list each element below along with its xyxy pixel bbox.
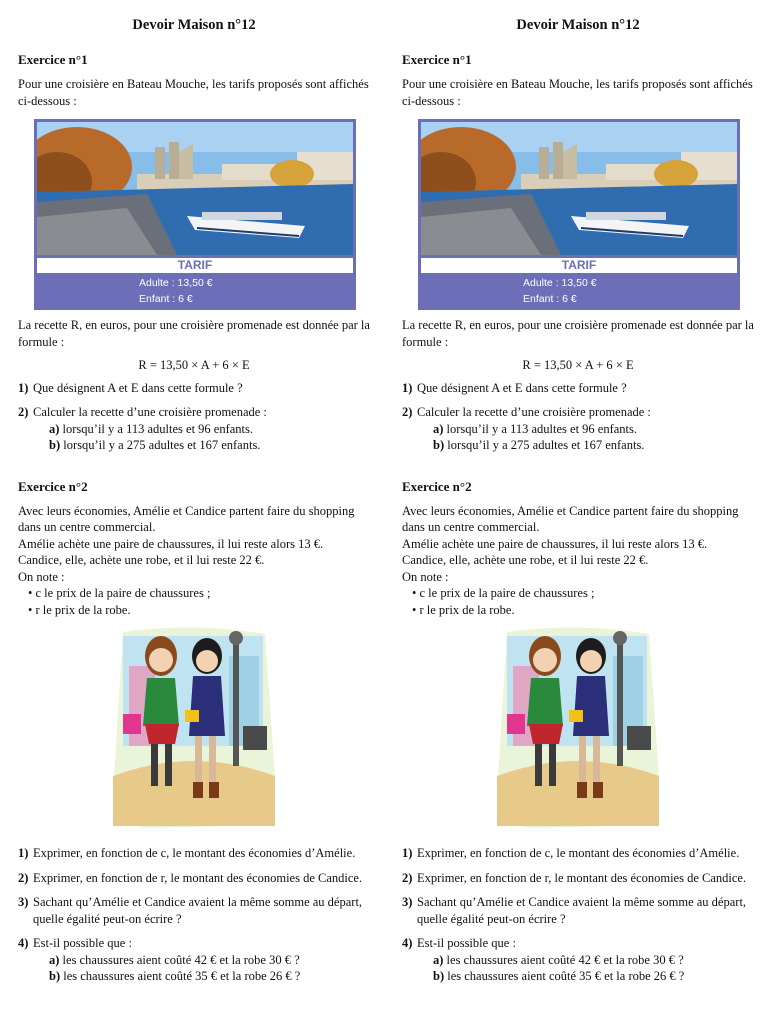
question-text: Que désignent A et E dans cette formule ?	[417, 380, 627, 395]
tarif-child-price: Enfant : 6 €	[139, 293, 193, 306]
question-2b	[417, 437, 754, 454]
question-number: 4)	[18, 936, 29, 951]
bateau-mouche-photo	[37, 122, 353, 255]
shopping-girls-illustration	[493, 626, 663, 831]
tarif-adult-price: Adulte : 13,50 €	[523, 277, 597, 290]
sub-text: les chaussures aient coûté 35 € et la robe 26 € ?	[447, 969, 685, 984]
exercise-2-heading: Exercice n°2	[18, 478, 88, 494]
shopping-girls-illustration	[109, 626, 279, 831]
sub-text: lorsqu’il y a 113 adultes et 96 enfants.	[446, 421, 638, 436]
exercise-2-question-4	[18, 935, 370, 985]
exercise-2-intro-3: Candice, elle, achète une robe, et il lui reste 22 €.	[402, 553, 649, 568]
notation-r: • r le prix de la robe.	[412, 602, 515, 617]
notation-list	[402, 585, 754, 618]
sub-label: b)	[433, 969, 445, 984]
tarif-label: TARIF	[37, 258, 353, 273]
exercise-2-intro-1: Avec leurs économies, Amélie et Candice partent faire du shopping dans un centre commercial.	[402, 503, 739, 535]
question-number: 3)	[18, 895, 29, 910]
recipe-formula: R = 13,50 × A + 6 × E	[522, 358, 634, 373]
recipe-text: La recette R, en euros, pour une croisière promenade est donnée par la formule :	[402, 318, 754, 349]
exercise-2-note: On note :	[18, 569, 65, 584]
question-number: 1)	[18, 380, 29, 395]
exercise-2-question-3	[18, 894, 370, 927]
recipe-text: La recette R, en euros, pour une croisière promenade est donnée par la formule :	[18, 318, 370, 349]
page-title: Devoir Maison n°12	[132, 17, 256, 33]
sub-text: les chaussures aient coûté 35 € et la robe 26 € ?	[63, 969, 301, 984]
sub-text: lorsqu’il y a 275 adultes et 167 enfants.	[63, 438, 261, 453]
sub-label: b)	[49, 438, 61, 453]
tarif-card	[418, 119, 740, 310]
exercise-2-question-2	[402, 870, 754, 887]
exercise-1-intro: Pour une croisière en Bateau Mouche, les tarifs proposés sont affichés ci-dessous :	[18, 77, 369, 108]
exercise-2-question-1	[402, 845, 754, 862]
tarif-child-price: Enfant : 6 €	[523, 293, 577, 306]
right-column	[402, 14, 754, 993]
exercise-2-intro-2: Amélie achète une paire de chaussures, il lui reste alors 13 €.	[402, 536, 708, 551]
question-2a	[33, 421, 370, 438]
exercise-1-heading: Exercice n°1	[18, 52, 88, 68]
sub-label: a)	[49, 952, 60, 967]
question-text: Exprimer, en fonction de c, le montant des économies d’Amélie.	[417, 846, 740, 861]
question-number: 2)	[18, 870, 29, 885]
exercise-1-question-1	[402, 380, 754, 397]
question-text: Calculer la recette d’une croisière promenade :	[33, 405, 267, 420]
exercise-1-heading: Exercice n°1	[402, 52, 472, 68]
exercise-2-question-1	[18, 845, 370, 862]
question-number: 1)	[18, 846, 29, 861]
sub-label: b)	[49, 969, 61, 984]
exercise-2-intro-2: Amélie achète une paire de chaussures, il lui reste alors 13 €.	[18, 536, 324, 551]
tarif-label: TARIF	[421, 258, 737, 273]
question-4a	[417, 952, 754, 969]
sub-label: a)	[433, 421, 444, 436]
exercise-1-question-1	[18, 380, 370, 397]
question-text: Sachant qu’Amélie et Candice avaient la même somme au départ, quelle égalité peut-on écrire ?	[417, 895, 747, 926]
question-text: Est-il possible que :	[417, 936, 516, 951]
page-title: Devoir Maison n°12	[516, 17, 640, 33]
question-2a	[417, 421, 754, 438]
question-number: 2)	[402, 870, 413, 885]
question-text: Exprimer, en fonction de r, le montant des économies de Candice.	[417, 870, 747, 885]
question-number: 1)	[402, 380, 413, 395]
exercise-2-question-3	[402, 894, 754, 927]
question-2b	[33, 437, 370, 454]
sub-text: les chaussures aient coûté 42 € et la robe 30 € ?	[62, 952, 300, 967]
notation-c: • c le prix de la paire de chaussures ;	[412, 586, 595, 601]
tarif-card	[34, 119, 356, 310]
sub-label: a)	[433, 952, 444, 967]
question-text: Sachant qu’Amélie et Candice avaient la même somme au départ, quelle égalité peut-on écrire ?	[33, 895, 363, 926]
sub-text: lorsqu’il y a 113 adultes et 96 enfants.	[62, 421, 254, 436]
bateau-mouche-photo	[421, 122, 737, 255]
tarif-adult-price: Adulte : 13,50 €	[139, 277, 213, 290]
sub-text: les chaussures aient coûté 42 € et la robe 30 € ?	[446, 952, 684, 967]
exercise-2-heading: Exercice n°2	[402, 478, 472, 494]
question-number: 1)	[402, 846, 413, 861]
left-column	[18, 14, 370, 993]
exercise-2-question-4	[402, 935, 754, 985]
question-4b	[33, 968, 370, 985]
question-number: 2)	[402, 405, 413, 420]
question-text: Calculer la recette d’une croisière promenade :	[417, 405, 651, 420]
sub-label: b)	[433, 438, 445, 453]
question-text: Exprimer, en fonction de r, le montant des économies de Candice.	[33, 870, 363, 885]
exercise-2-intro-1: Avec leurs économies, Amélie et Candice partent faire du shopping dans un centre commercial.	[18, 503, 355, 535]
question-4a	[33, 952, 370, 969]
question-number: 3)	[402, 895, 413, 910]
question-4b	[417, 968, 754, 985]
sub-text: lorsqu’il y a 275 adultes et 167 enfants.	[447, 438, 645, 453]
question-number: 4)	[402, 936, 413, 951]
recipe-formula: R = 13,50 × A + 6 × E	[138, 358, 250, 373]
exercise-1-question-2	[18, 404, 370, 454]
notation-r: • r le prix de la robe.	[28, 602, 131, 617]
exercise-1-intro: Pour une croisière en Bateau Mouche, les tarifs proposés sont affichés ci-dessous :	[402, 77, 753, 108]
exercise-2-question-2	[18, 870, 370, 887]
question-number: 2)	[18, 405, 29, 420]
notation-c: • c le prix de la paire de chaussures ;	[28, 586, 211, 601]
question-text: Exprimer, en fonction de c, le montant des économies d’Amélie.	[33, 846, 356, 861]
notation-list	[18, 585, 370, 618]
question-text: Que désignent A et E dans cette formule ?	[33, 380, 243, 395]
exercise-1-question-2	[402, 404, 754, 454]
exercise-2-intro-3: Candice, elle, achète une robe, et il lui reste 22 €.	[18, 553, 265, 568]
question-text: Est-il possible que :	[33, 936, 132, 951]
sub-label: a)	[49, 421, 60, 436]
exercise-2-note: On note :	[402, 569, 449, 584]
